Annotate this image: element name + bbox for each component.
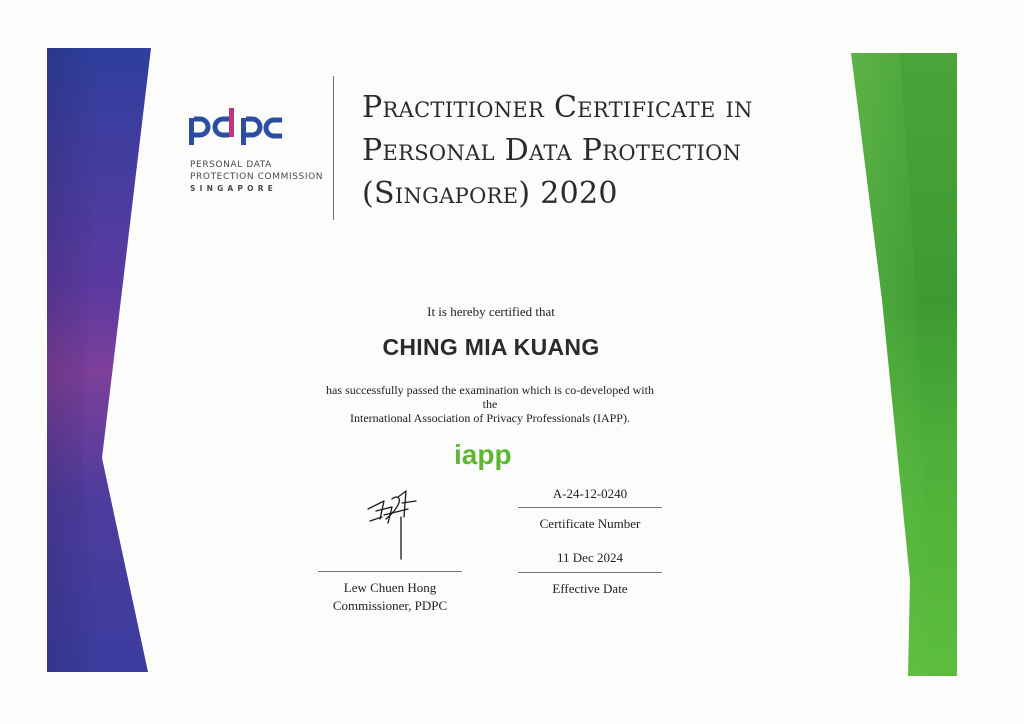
certificate-number-label: Certificate Number	[539, 516, 641, 531]
signatory-name: Lew Chuen Hong	[343, 580, 437, 595]
body-text	[300, 383, 680, 425]
title-line2: Personal Data Protection	[362, 133, 742, 168]
header-divider	[333, 76, 334, 220]
effective-date: 11 Dec 2024	[557, 550, 623, 565]
iapp-logo-text: iapp	[454, 439, 512, 470]
body-line1: has successfully passed the examination which is co-developed with	[326, 383, 654, 397]
title-line1: Practitioner Certificate in	[362, 90, 753, 125]
signature-image	[362, 487, 422, 563]
pdpc-logo	[186, 104, 324, 193]
certificate-number: A-24-12-0240	[552, 486, 628, 501]
signature-line	[318, 571, 462, 572]
body-line2: the	[482, 397, 498, 411]
signatory-title: Commissioner, PDPC	[332, 598, 448, 613]
certificate-title	[362, 86, 753, 215]
pdpc-logo-line1: PERSONAL DATA	[190, 160, 272, 170]
effective-date-rule	[518, 572, 662, 573]
pdpc-logo-line2: PROTECTION COMMISSION	[190, 172, 324, 182]
pdpc-logo-line3: SINGAPORE	[190, 184, 278, 193]
effective-date-label: Effective Date	[552, 581, 628, 596]
left-decorative-band	[0, 0, 200, 724]
title-line3: (Singapore) 2020	[362, 176, 618, 211]
certificate-number-rule	[518, 507, 662, 508]
recipient-name: CHING MIA KUANG	[382, 334, 600, 360]
body-line3: International Association of Privacy Professionals (IAPP).	[350, 411, 630, 425]
iapp-logo	[450, 436, 534, 472]
certify-text: It is hereby certified that	[427, 304, 555, 319]
pdpc-logo-mark	[186, 104, 286, 152]
